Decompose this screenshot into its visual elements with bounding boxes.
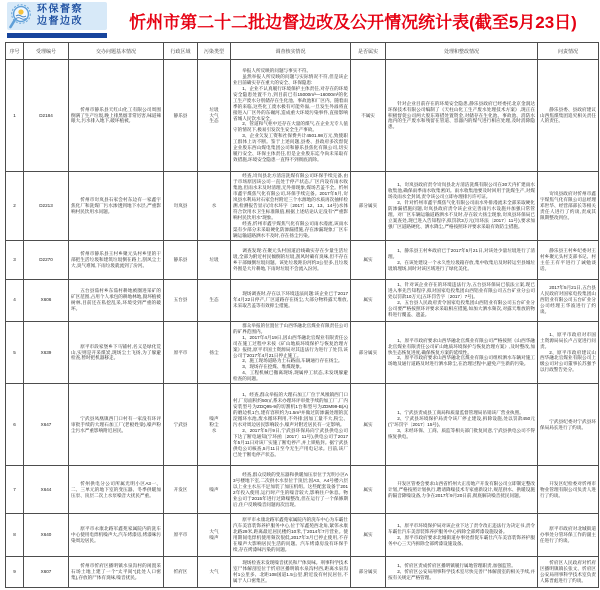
cell-no: 3 xyxy=(6,240,24,279)
cell-accountability: 静乐县王村乡纪委对王村乡聚元头村支部书记、村主任王有平进行了诫勉谈话。 xyxy=(538,240,599,279)
table-row xyxy=(6,60,599,172)
table-row xyxy=(6,384,599,466)
cell-problem: 原平市段家堡乡下马铺村,名义是绿化荒山,实则是开采煤炭,现场尘土飞扬,为了躲避检查,暂时把机器移走。 xyxy=(69,321,164,384)
column-header: 调查核实情况 xyxy=(231,43,351,60)
cell-action: 针对企业目前存在的环境安全隐患,静乐县政府已经委托北京金润达环保技术有限公司编制了《天柱山化工生产废水处理技术方案》,现正在积极督促公司两大股东筹措处置资金,对储存在生化池、事故池、消防水池内的生产废水和残留在管道、容器内的煤气进行相应处理,及时消除隐患。 xyxy=(386,60,538,172)
cell-type: 噪声 粉尘 水 xyxy=(198,384,231,466)
logo-text-line2: 边督边改 xyxy=(37,16,83,27)
cell-type: 大气 xyxy=(198,557,231,588)
cell-action: 1、针对该企业存在的环境违法行为,五台县环保局已依法立案,现已进入事先告知程序,拟对国家电投集团山西铝业有限公司五台矿业分公司处以罚款10万元(五环罚告字〔2017〕7号)。 2、五台县人民政府责令国家电投集团山西铝业有限公司五台矿业分公司要严格按照环评要求采取相应措施,如加大洒水频次,对露天堆放的物料进行覆盖、遮盖。 xyxy=(386,279,538,321)
page-title: 忻州市第二十二批边督边改及公开情况统计表(截至5月23日) xyxy=(129,12,577,32)
cell-investigation: 调查发现:在聚元头村国道沿线确实存在少量生活垃圾,全部为附近村民倾倒的垃圾,刮风时确有臭味,但不存在乡干部倾倒垃圾问题。该处垃圾距汾河约3公里多,且垃圾外围是大片耕地,下雨时垃圾不会流入汾河。 xyxy=(231,240,351,279)
cell-action: 1、原平市政府要求山西华融北官煤业有限公司严格按照《山西华融北官煤业有限责任公司矿山地质环境保护与恢复治理方案》,及时整改,加快生态恢复进度,确保恢复方案的延续性。 2、原平市政府要求山西华融北官煤业有限公司组织洒水车辆对施工场地及通行道路及时进行洒水除尘,在治理过程中,避免产生新的污染。 xyxy=(386,321,538,384)
cell-verified: 属实 xyxy=(351,240,386,279)
cell-type: 垃圾 xyxy=(198,240,231,279)
cell-action: 1、岢岚县政府责令岢岚县北方清洁洗煤有限公司在30天内扩建雨水收集池,确保雨季雨水收集密闭。雨水收集池要及时回用于洗煤生产,对煤场及雨水全封闭,责令该公司立即办理排污许可证。 2、针对忻州市鑫宇煤焦气化有限公司雨水外排漫流未全部采取硬化防渗漏措施问题,岢岚县政府责令该企业完善雨污水设施并加强日常管理。对厂区车辆运输道路洒水不及时,存在较大扬尘现象,岢岚县环保局已立案查处,现已进入告知程序,拟罚款3万元(岢环法〔2017〕11号),要求加强厂区道路硬化、洒水降尘,严格按照环评要求采取有效防尘措施。 xyxy=(386,172,538,241)
cell-accountability: 2017年5月21日,五台县人民政府对国家电投集团山西铝业有限公司五台矿业分公司经理王华波进行了约谈。 xyxy=(538,279,599,321)
cell-region: 岢岚县 xyxy=(164,172,198,241)
cell-region: 原平市 xyxy=(164,321,198,384)
column-header: 问责情况 xyxy=(538,43,599,60)
cell-region: 静乐县 xyxy=(164,60,198,172)
table-header-row xyxy=(6,43,599,60)
cell-verified: 不属实 xyxy=(351,60,386,172)
table-row xyxy=(6,172,599,241)
column-header: 序号 xyxy=(6,43,24,60)
table-row xyxy=(6,466,599,514)
cell-problem: 忻州供电分公司所属光明小区A3一、二、三单元的地下室的变压器、冬季供暖加压泵、顶层二次上水泵噪音大扰民严重。 xyxy=(69,466,164,514)
cell-region: 静乐县 xyxy=(164,240,198,279)
cell-accountability: 原平市政府对北城街道办事处分管环保工作的副主任进行了约谈。 xyxy=(538,514,599,557)
cell-problem: 原平市永康北路军鑫苑家属院内的洗车中心使用电焊机噪声大,汽车烤漆房,烤漆味污染周边居民。 xyxy=(69,514,164,557)
table-row xyxy=(6,279,599,321)
cell-investigation: 举报人所反映的问题与事实不符。 虽然举报人所反映的问题与实际情况不符,但是该企业目前确实存在重大的安全、环保隐患: 1、企业不认真履行环境保护主体责任,对存在的环境安全隐患处置不力,到目前已有15000m³—16000m³的化工生产废水分别储存在生化池、事故池和厂区内。随着雨季的来临,这些化工废水极有可能外溢,一旦发生外溢将直接进入厂区外的东碾河,造成重大环境污染事件,直接影响省城人民饮水安全。 2、管道和气柜中还存在大量的煤气,在企业无专人值守的情况下,极易引发次生安全生产事故。 3、企业欠发工资和社保费共计4501.98万元,致使职工群体上访不断。鉴于上述问题,县委、县政府多次督促企业股东西山煤电集团公司和静乐县焦化有限公司,切实履行安全、环保主体责任,但是企业股东迄今尚未采取有效措施,环境安全隐患一直得不到彻底消除。 xyxy=(231,60,351,172)
cell-verified: 属实 xyxy=(351,466,386,514)
cell-problem: 忻州市静乐县王村乡聚元头村乡里的干部把生活垃圾和建筑垃圾倒在路上,刮风尘土大,臭气难闻,下雨垃圾就流到了汾河。 xyxy=(69,240,164,279)
cell-id: D2184 xyxy=(24,60,69,172)
cell-id: X644 xyxy=(24,466,69,514)
cell-problem: 宁武县凤凰镇西门口村有一家没有环评审批手续的大理石加工厂(老板姓梁),噪声粉尘污水严重影响附近居民。 xyxy=(69,384,164,466)
magnifier-gear-icon xyxy=(9,3,35,29)
cell-action: 1、忻府区责成忻府区播明镇履行属地管理职责,加强监管。 2、忻府区公安局刑事科学技术室尽快完善尸体解剖室的相关手续,并按有关规定严格管理。 xyxy=(386,557,538,588)
cell-investigation: 现场检查未发现噪音扰民和尸体臭味。刑事科学技术室尸体解剖室位于忻府区播明镇水泉沟村西,距离水泉沟村1公里多、北距108国道1.5公里,附近没有村民居住,不属于人口密集区。 xyxy=(231,557,351,588)
cell-no: 9 xyxy=(6,557,24,588)
cell-id: X639 xyxy=(24,321,69,384)
cell-region: 原平市 xyxy=(164,514,198,557)
cell-verified: 属实 xyxy=(351,279,386,321)
table-row xyxy=(6,514,599,557)
cell-type: 扬尘 xyxy=(198,321,231,384)
cell-verified: 属实 xyxy=(351,384,386,466)
logo-underline-bar xyxy=(7,33,107,38)
cell-problem: 忻州市岢岚县石家会村东边有一家鑫宇焦化厂和洗煤厂污水渗透到地下水层,严重影响村民饮用水问题。 xyxy=(69,172,164,241)
cell-action: 开发区管委会要求山西省忻州大正房地产开发有限公司立即制定整改计划,严格按照计划执行,聘请降噪技术专家重新设计,规范供水、供暖设施的隔音降噪设备,力争在2017年9月20日前,彻底解决噪音扰民问题。 xyxy=(386,466,538,514)
cell-region: 开发区 xyxy=(164,466,198,514)
table-row xyxy=(6,240,599,279)
cell-investigation: 原平市永康北路军鑫苑家属院内的洗车中心为车霸仕汽车美容装饰养护服务中心,位于军鑫苑西北角,紧邻永康北路29米,距离最近居民楼约10米,于2014年7月营业。使用期间电焊机使用频次很低,2017年3月已停止使用,不存在噪声大影响居民生活的问题。汽车烤漆房没有环保手续,存在烤漆味污染的问题。 xyxy=(231,514,351,557)
column-header: 行政区域 xyxy=(164,43,198,60)
column-header: 是否属实 xyxy=(351,43,386,60)
cell-accountability: 忻府区人民政府对忻府区播明镇镇长张文、忻府区公安局刑事科学技术室负责人陈晋彪进行了约谈。 xyxy=(538,557,599,588)
cell-investigation: 1、经查,群众举报的大理石加工厂位于凤凰镇西门口村,厂房面积约50㎡,系未办理环评审批手续的加工厂,厂内安装型号为ZDQ95-9的切割机1台和型号为ZDM99-B(A)的磨边机1台,建有容积约为1.5m³并做过防渗漏处理的沉淀循环水池,废水循环利用,不外排;因加工量不大,粉尘、污水对周边居民影响较小,噪声对附近居民有一定影响。 2、2017年5月9日,宁武县环保局向宁武县供电公司下达了断电通知(宁环函〔2017〕11号),供电公司于2017年5月11日对该厂实施了断电停产,并上锁贴封。据宁武县供电公司核查,5月11日至今无生产用电记录。目前,该厂已处于断电停产状态。 xyxy=(231,384,351,466)
cell-verified: 部分属实 xyxy=(351,557,386,588)
cell-type: 大气 噪声 xyxy=(198,514,231,557)
cell-investigation: 群众举报的位置位于山西华融北官煤业有限责任公司的矿界范围内。 1、2017年4月19日,因山西华融北官煤业有限责任公司在施工过程中未按《矿山地质环境保护与恢复治理方案》报批,原平市国土资源局对其违法行为进行了处罚,该公司于2017年4月21日停止施工。 2、施工现场道路为土石路面,车辆通行存在扬尘。 3、现场存在挖煤、堆煤现象。 4、工程机械已撤离现场,现属停工状态,未发现躲避检查的问题。 xyxy=(231,321,351,384)
cell-investigation: 经查,岢岚县北方清洁洗煤有限公司环保手续完备,由于市场原因该公司一直处于停产状态,厂区内设有雨水收集池,但雨水未及时清理,无外排现象,煤场苫盖不全。忻州市鑫宇煤焦气化有限公司,环保手续完备。2017年5月,岢岚县水利局对石家会村附近三个水源地的水质再次抽样检测,检测报告显示(岢水环字〔2017〕12、13、14号)水体符合饮用水卫生标准限值,根据上述结论认定没有“严重影响村民饮用水”现象。 经查,忻州市鑫宇煤焦气化有限公司雨水漫流,该雨水渠有少部分未采取硬化防渗漏措施,存在渗漏现象;厂区车辆运输道路洒水不及时,存在扬尘污染。 xyxy=(231,172,351,241)
header-logo xyxy=(7,2,107,39)
cell-accountability: 宁武县纪委对宁武县环保局局长进行了约谈。 xyxy=(538,384,599,466)
cell-region: 忻府区 xyxy=(164,557,198,588)
cell-id: X647 xyxy=(24,384,69,466)
cell-no: 1 xyxy=(6,60,24,172)
cell-type: 水 xyxy=(198,172,231,241)
cell-verified: 属实 xyxy=(351,514,386,557)
cell-region: 五台县 xyxy=(164,279,198,321)
cell-id: X607 xyxy=(24,557,69,588)
column-header: 污染类型 xyxy=(198,43,231,60)
cell-investigation: 经查,群众反映的变压器和供暖加压泵位于光明小区A3号楼地下室,二次供水水泵位于顶层;因A3、A4号楼六层以上业主水压不足加装了加压机组。这些配套设备于2012年投入使用,运行时产生的噪音较大,影响住户休息。物业公司于2015年进行过降噪整改,但在运行了一个保修期后,住户反映噪音问题再次出现。 xyxy=(231,466,351,514)
cell-id: D2213 xyxy=(24,172,69,241)
cell-investigation: 现场调查时,存在以下环境违法问题:该企业已于2017年4月22日停产,厂区道路存在扬尘,大部分物料露天堆放,未采取苫盖等有效抑尘措施。 xyxy=(231,279,351,321)
cell-action: 1、原平市环境保护局对该企业下达了责令改正违法行为决定书,责令车霸仕汽车美容装饰养护服务中心拆除全部烤漆设施设备。 2、原平市政府要求北城街道办事处督促车霸仕汽车美容装饰养护服务中心三天内拆除全部烤漆设施设备。 xyxy=(386,514,538,557)
cell-verified: 部分属实 xyxy=(351,172,386,241)
cell-problem: 五台县茹村乡东茹村耕地被圈进采矿的矿区范围,占用个人承包的耕地林地,毁坏植被树林,目前还在私挖乱采,环境受到严重的破坏。 xyxy=(69,279,164,321)
cell-accountability: 1、原平市政府对市国土资源局局长卢占宽进行问责。 2、原平市政府建议山西华融北官煤业有限公司上级公司对公司董事长苏强予以行政警告处分。 xyxy=(538,321,599,384)
cell-accountability: 开发区纪检委对忻州市物业管理有限公司负责人进行了约谈。 xyxy=(538,466,599,514)
table-row xyxy=(6,321,599,384)
logo-banner xyxy=(7,2,107,30)
cell-region: 宁武县 xyxy=(164,384,198,466)
column-header: 交办问题基本情况 xyxy=(69,43,164,60)
cell-no: 2 xyxy=(6,172,24,241)
cell-no: 5 xyxy=(6,321,24,384)
cell-id: X640 xyxy=(24,514,69,557)
table-row xyxy=(6,557,599,588)
cell-action: 1、静乐县王村乡政府已于2017年5月21日,对该处少量垃圾进行了清理。 2、在该处建设一个永久性垃圾箱存放,集中收集后及时转运至县城垃圾填埋场,同时对该区域进行了绿化美化。 xyxy=(386,240,538,279)
cell-id: D2270 xyxy=(24,240,69,279)
cell-no: 4 xyxy=(6,279,24,321)
cell-id: X606 xyxy=(24,279,69,321)
cell-problem: 忻州市忻府区播明镇水泉沟村的闲置采石场土地上建了一个“太平间”(此处人口密集),存放的尸体有臭味,噪音扰民。 xyxy=(69,557,164,588)
cell-accountability: 静乐县委、县政府建议山西焦煤集团追究相关责任人的责任。 xyxy=(538,60,599,172)
cell-problem: 忻州市静乐县天红山化工有限公司周围倒满了生产垃圾,晚上排黑烟非常厉害,味道辣眼大,污水排入地下,破坏植被。 xyxy=(69,60,164,172)
logo-text-line1: 环保督察 xyxy=(37,4,83,15)
cell-no: 7 xyxy=(6,466,24,514)
cell-accountability: 岢岚县政府对忻州市鑫宇煤焦气化有限公司总经理邓世华、经营部部长等相关责任人进行了约谈,责成其限期整改到位。 xyxy=(538,172,599,241)
cell-type: 垃圾 大气 生态 xyxy=(198,60,231,172)
cell-no: 6 xyxy=(6,384,24,466)
column-header: 处理和整改情况 xyxy=(386,43,538,60)
logo-text xyxy=(37,4,83,28)
statistics-table xyxy=(5,42,599,588)
cell-no: 8 xyxy=(6,514,24,557)
cell-type: 噪声 xyxy=(198,466,231,514)
cell-verified: 部分属实 xyxy=(351,321,386,384)
cell-type: 生态 xyxy=(198,279,231,321)
column-header: 受理编号 xyxy=(24,43,69,60)
cell-action: 1、宁武县责成县工商局和质量监督管理局吊销该厂营业执照。 2、宁武县环境保护局责令该厂停止建设,拆除设施,处以罚款450元(宁环罚字〔2017〕15号)。 3、未经环保、工商、质监等相关部门批复同意,宁武县供电公司不得恢复供电。 xyxy=(386,384,538,466)
